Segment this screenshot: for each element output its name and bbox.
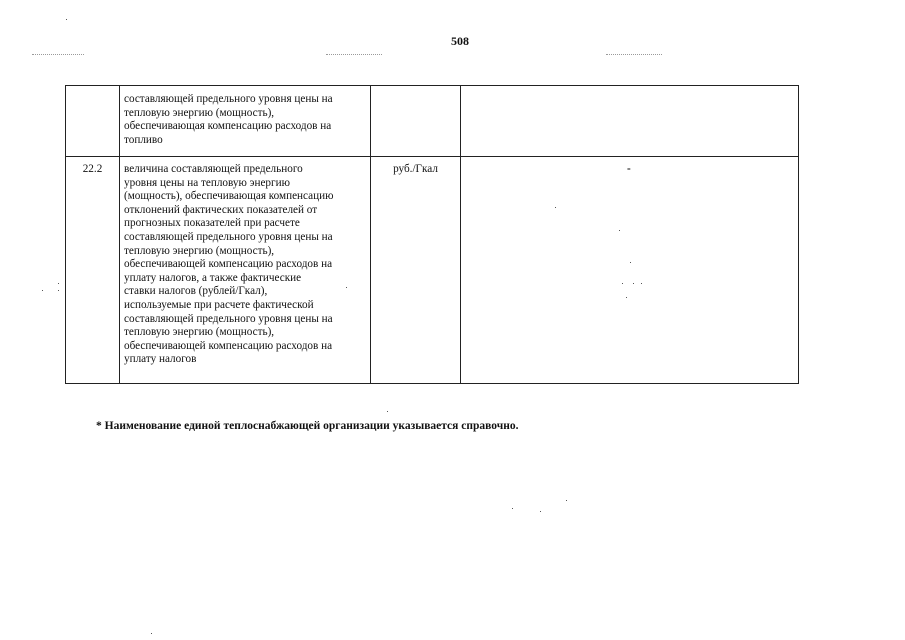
scan-speck bbox=[512, 508, 513, 509]
row-name-line: обеспечивающей компенсацию расходов на bbox=[124, 258, 333, 271]
row-name-line: величина составляющей предельного bbox=[124, 163, 303, 175]
scan-artifact-center bbox=[326, 54, 382, 58]
row-name-line: составляющей предельного уровня цены на bbox=[124, 93, 333, 105]
row-name-line: топливо bbox=[124, 133, 163, 146]
scan-speck bbox=[387, 411, 388, 412]
row-name-line: уплату налогов bbox=[124, 353, 197, 366]
value-dash: - bbox=[627, 163, 631, 175]
row-name-line: тепловую энергию (мощность), bbox=[124, 326, 275, 339]
scan-speck bbox=[626, 297, 627, 298]
scan-speck bbox=[346, 287, 347, 288]
scan-speck bbox=[58, 283, 59, 284]
row-name-line: отклонений фактических показателей от bbox=[124, 203, 318, 216]
row-number-cell bbox=[66, 86, 120, 157]
row-name-line: обеспечивающая компенсацию расходов на bbox=[124, 120, 332, 133]
scan-artifact-left bbox=[32, 54, 84, 58]
row-unit-cell bbox=[371, 86, 461, 157]
scan-speck bbox=[633, 283, 634, 284]
scan-speck bbox=[641, 283, 642, 284]
row-value-cell bbox=[461, 86, 799, 157]
footnote: * Наименование единой теплоснабжающей организации указывается справочно. bbox=[96, 420, 519, 432]
row-name-line: прогнозных показателей при расчете bbox=[124, 217, 300, 230]
row-name-line: составляющей предельного уровня цены на bbox=[124, 312, 333, 325]
scan-speck bbox=[619, 230, 620, 231]
row-name-line: составляющей предельного уровня цены на bbox=[124, 230, 333, 243]
data-table bbox=[65, 85, 799, 384]
scan-speck bbox=[151, 633, 152, 634]
scan-speck bbox=[42, 290, 43, 291]
row-name-line: уплату налогов, а также фактические bbox=[124, 271, 302, 284]
row-name-line: тепловую энергию (мощность), bbox=[124, 106, 275, 119]
scan-speck bbox=[58, 290, 59, 291]
row-name-line: обеспечивающей компенсацию расходов на bbox=[124, 339, 333, 352]
row-unit-cell: руб./Гкал bbox=[371, 157, 461, 384]
row-name-cell bbox=[120, 157, 371, 384]
row-name-line: тепловую энергию (мощность), bbox=[124, 244, 275, 257]
row-name-line: уровня цены на тепловую энергию bbox=[124, 176, 290, 189]
row-number-cell: 22.2 bbox=[66, 157, 120, 384]
scan-speck bbox=[566, 500, 567, 501]
row-name-cell bbox=[120, 86, 371, 157]
scan-speck bbox=[622, 283, 623, 284]
scan-speck bbox=[66, 19, 67, 20]
scan-speck bbox=[555, 207, 556, 208]
row-name-line: (мощность), обеспечивающая компенсацию bbox=[124, 190, 334, 203]
scan-speck bbox=[630, 262, 631, 263]
row-name-line: используемые при расчете фактической bbox=[124, 298, 314, 311]
row-name-line: ставки налогов (рублей/Гкал), bbox=[124, 285, 268, 298]
row-value-cell bbox=[461, 157, 799, 384]
page-number: 508 bbox=[451, 34, 469, 48]
scan-speck bbox=[540, 511, 541, 512]
scan-artifact-right bbox=[606, 54, 662, 58]
table-row bbox=[66, 86, 799, 157]
table-row bbox=[66, 157, 799, 384]
